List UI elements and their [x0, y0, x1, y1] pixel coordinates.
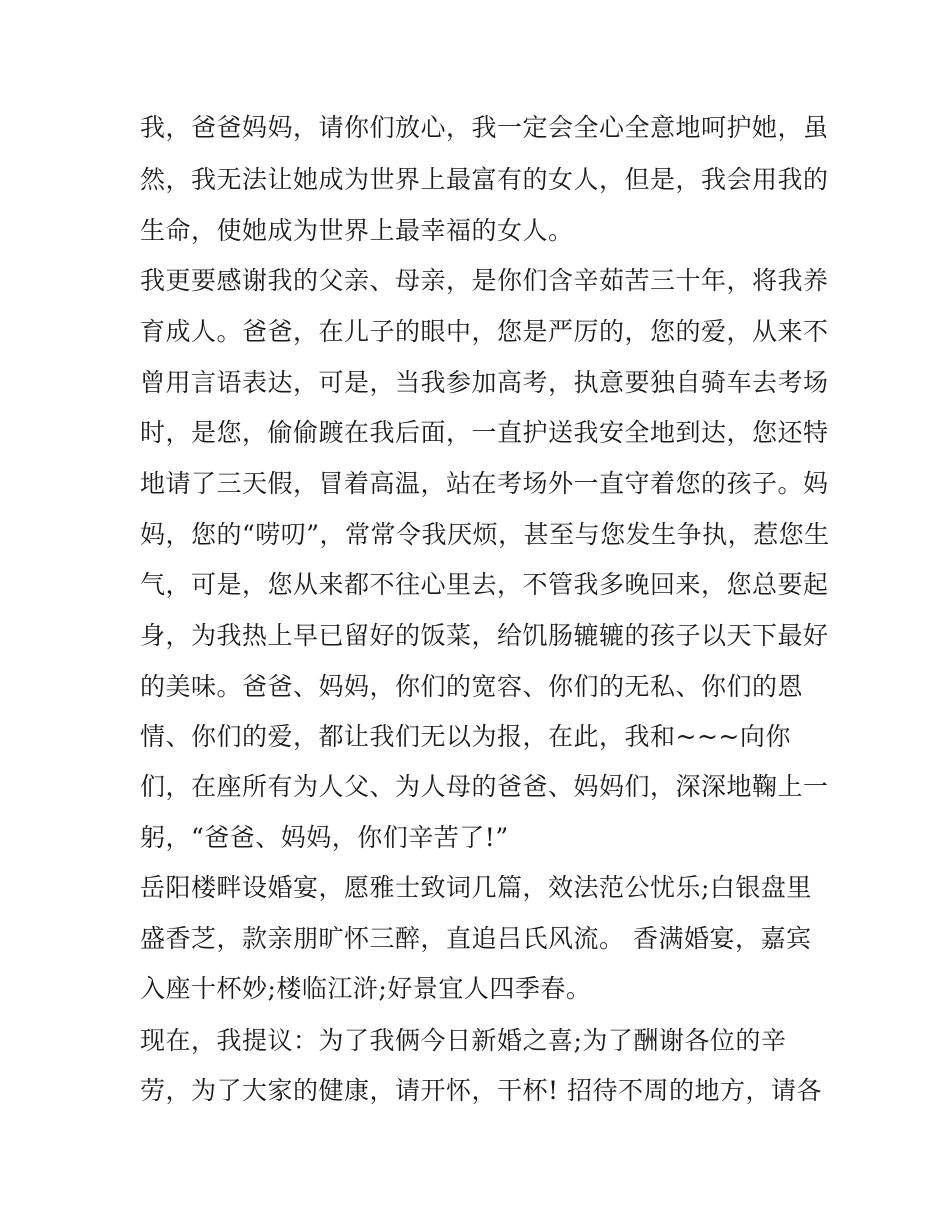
- text-line: 然，我无法让她成为世界上最富有的女人，但是，我会用我的: [140, 165, 829, 194]
- text-line: 的美味。爸爸、妈妈，你们的宽容、你们的无私、你们的恩: [140, 672, 804, 701]
- text-line: 我更要感谢我的父亲、母亲，是你们含辛茹苦三十年，将我养: [140, 266, 829, 295]
- text-line: 盛香芝，款亲朋旷怀三醉，直追吕氏风流。 香满婚宴，嘉宾: [140, 924, 812, 953]
- text-line: 们，在座所有为人父、为人母的爸爸、妈妈们，深深地鞠上一: [140, 772, 829, 801]
- text-line: 气，可是，您从来都不往心里去，不管我多晚回来，您总要起: [140, 570, 829, 599]
- text-line: 劳，为了大家的健康，请开怀，干杯! 招待不周的地方，请各: [140, 1076, 822, 1105]
- text-line: 入座十杯妙;楼临江浒;好景宜人四季春。: [140, 974, 592, 1003]
- text-line: 育成人。爸爸，在儿子的眼中，您是严厉的，您的爱，从来不: [140, 317, 829, 346]
- text-line: 曾用言语表达，可是，当我参加高考，执意要独自骑车去考场: [140, 368, 829, 397]
- text-line: 岳阳楼畔设婚宴，愿雅士致词几篇，效法范公忧乐;白银盘里: [140, 873, 812, 902]
- text-line: 现在，我提议：为了我俩今日新婚之喜;为了酬谢各位的辛: [140, 1026, 787, 1055]
- text-line: 情、你们的爱，都让我们无以为报，在此，我和~~~向你: [140, 722, 791, 751]
- text-line: 躬，“爸爸、妈妈，你们辛苦了!”: [140, 823, 509, 852]
- text-line: 身，为我热上早已留好的饭菜，给饥肠辘辘的孩子以天下最好: [140, 621, 829, 650]
- text-line: 地请了三天假，冒着高温，站在考场外一直守着您的孩子。妈: [140, 469, 829, 498]
- text-line: 时，是您，偷偷踱在我后面，一直护送我安全地到达，您还特: [140, 418, 829, 447]
- text-line: 妈，您的“唠叨”，常常令我厌烦，甚至与您发生争执，惹您生: [140, 520, 830, 549]
- text-line: 生命，使她成为世界上最幸福的女人。: [140, 216, 574, 245]
- text-line: 我，爸爸妈妈，请你们放心，我一定会全心全意地呵护她，虽: [140, 113, 829, 142]
